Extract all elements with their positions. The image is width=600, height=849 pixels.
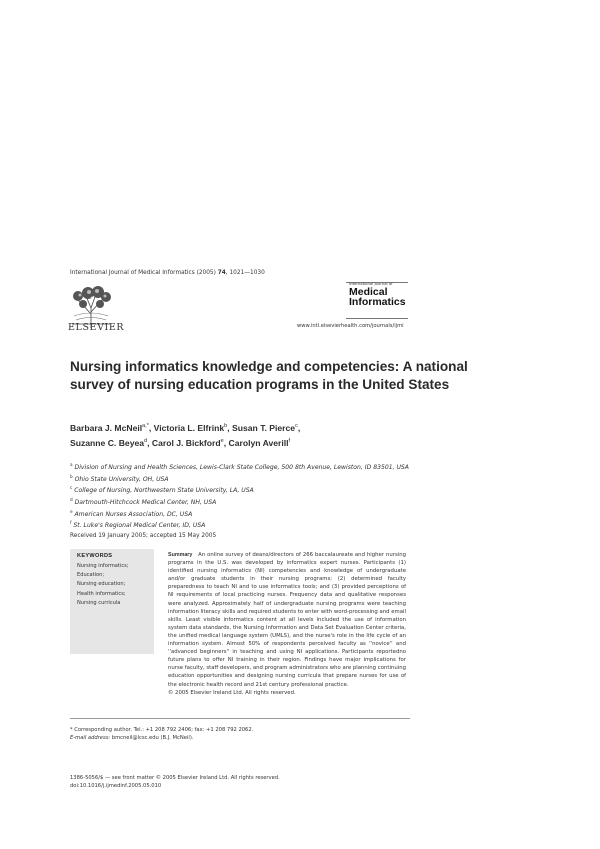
affiliation: $^c$ College of Nursing, Northwestern State University, LA, USA xyxy=(70,485,254,495)
issn-line: 1386-5056/$ — see front matter © 2005 Elsevier Ireland Ltd. All rights reserved. xyxy=(70,775,280,781)
footnote-rule xyxy=(70,718,410,719)
keyword: Nursing curricula xyxy=(77,599,121,606)
journal-volume: 74 xyxy=(217,270,226,276)
author[interactable]: Carol J. Bickford$^e$, xyxy=(151,437,229,448)
abstract-label: Summary xyxy=(168,552,193,558)
journal-logo-line1: International Journal of xyxy=(349,281,393,286)
author-list xyxy=(70,420,450,450)
keywords-list xyxy=(77,562,129,608)
received-dates: Received 19 January 2005; accepted 15 May 2005 xyxy=(70,533,217,539)
journal-logo-bottom-rule xyxy=(346,318,408,319)
article-title: Nursing informatics knowledge and competencies: A national survey of nursing education programs in the United States xyxy=(70,359,468,392)
keyword: Nursing informatics; xyxy=(77,563,129,569)
journal-url[interactable]: www.intl.elsevierhealth.com/journals/ijmi xyxy=(297,323,404,329)
publisher-name: ELSEVIER xyxy=(68,322,125,333)
keyword: Education; xyxy=(77,572,105,579)
front-matter-info xyxy=(70,774,280,790)
corresponding-author-footnote: * Corresponding author. Tel.: +1 208 792 2406; fax: +1 208 792 2062. E-mail address: bmcneil@lcsc.edu (B.J. McNeil). xyxy=(70,727,254,741)
abstract xyxy=(168,551,406,697)
affiliation: $^d$ Dartmouth-Hitchcock Medical Center, NH, USA xyxy=(70,496,217,506)
keyword: Health informatics; xyxy=(77,590,126,597)
journal-logo-line2: Medical xyxy=(349,286,388,298)
author[interactable]: Susan T. Pierce$^c$, xyxy=(232,422,301,433)
affiliation: $^e$ American Nurses Association, DC, USA xyxy=(70,508,193,518)
journal-logo-line3: Informatics xyxy=(349,296,406,308)
author[interactable]: Barbara J. McNeil$^{a,*}$, xyxy=(70,422,154,433)
affiliations xyxy=(70,461,430,531)
author-email[interactable]: bmcneil@lcsc.edu (B.J. McNeil). xyxy=(110,735,194,741)
author[interactable]: Carolyn Averill$^f$ xyxy=(228,437,291,448)
author[interactable]: Victoria L. Elfrink$^b$, xyxy=(153,422,233,433)
author[interactable]: Suzanne C. Beyea$^d$, xyxy=(70,437,152,448)
affiliation: $^b$ Ohio State University, OH, USA xyxy=(70,473,169,483)
abstract-text: An online survey of deans/directors of 266 baccalaureate and higher nursing programs in the U.S. was developed by informatics expert nurses. Participants (1) identified nursing informatics (NI) competencies and knowledge of undergraduate and/or graduate students in their nursing programs; (2) determined faculty preparedness to teach NI and to use informatics tools; and (3) provided perceptions of NI requirements of local practicing nurses. Frequency data and qualitative responses were analyzed. Approximately half of undergraduate nursing programs were teaching information literacy skills and required students to enter with word-processing and email skills. Least visible informatics content at all levels included the use of information system data standards, the Nursing Information and Data Set Evaluation Center criteria, the unified medical language system (UMLS), and the nurse's role in the life cycle of an information system. Almost 50% of respondents perceived faculty as ''novice'' and ''advanced beginners'' in teaching and using NI applications. Participants reportedno future plans to offer NI training in their region. Findings have major implications for nurse faculty, staff developers, and program administrators who are planning continuing education opportunities and designing nursing curricula that prepare nurses for use of the electronic health record and 21st century professional practice. xyxy=(168,552,406,688)
affiliation: $^a$ Division of Nursing and Health Sciences, Lewis-Clark State College, 500 8th Avenue, Lewiston, ID 83501, USA xyxy=(70,462,409,472)
doi-line[interactable]: doi:10.1016/j.ijmedinf.2005.05.010 xyxy=(70,783,162,789)
keywords-heading: KEYWORDS xyxy=(77,553,113,559)
affiliation: $^f$ St. Luke's Regional Medical Center, ID, USA xyxy=(70,520,206,530)
journal-logo xyxy=(349,281,406,307)
keyword: Nursing education; xyxy=(77,581,126,588)
journal-citation: International Journal of Medical Informatics (2005) 74, 1021—1030 xyxy=(70,270,265,276)
copyright-line: © 2005 Elsevier Ireland Ltd. All rights reserved. xyxy=(168,689,296,696)
